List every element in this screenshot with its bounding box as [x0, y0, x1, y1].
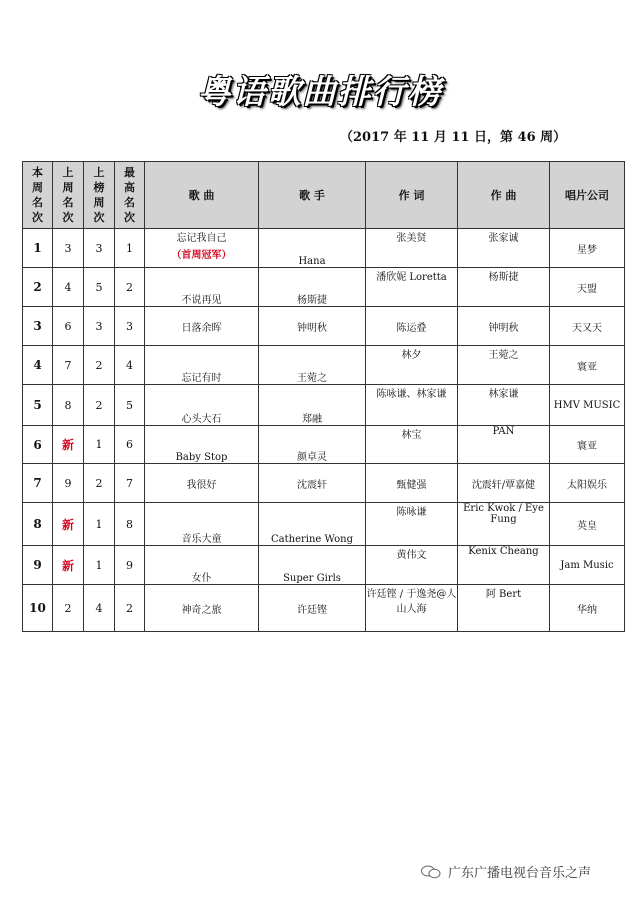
song-cell: 音乐大童: [145, 503, 259, 546]
rank-cell: 2: [23, 268, 53, 307]
composer-cell: 杨斯捷: [458, 268, 550, 307]
table-row: [23, 346, 625, 385]
footer-brand: [420, 862, 591, 881]
song-cell: Baby Stop: [145, 426, 259, 464]
composer-cell: 林家谦: [458, 385, 550, 426]
header-weeks-on-chart: 上 榜 周 次: [84, 162, 115, 229]
table-row: [23, 426, 625, 464]
rank-cell: 5: [23, 385, 53, 426]
table-row: [23, 546, 625, 585]
lyricist-cell: 林宝: [366, 426, 458, 464]
peak-cell: 3: [115, 307, 145, 346]
header-composer: 作 曲: [458, 162, 550, 229]
weeks-cell: 2: [84, 385, 115, 426]
singer-cell: 钟明秋: [259, 307, 366, 346]
peak-cell: 6: [115, 426, 145, 464]
ranking-table: [22, 161, 625, 632]
weeks-cell: 2: [84, 464, 115, 503]
rank-cell: 4: [23, 346, 53, 385]
last-week-cell: 3: [53, 229, 84, 268]
rank-cell: 6: [23, 426, 53, 464]
weeks-cell: 3: [84, 307, 115, 346]
singer-cell: 王菀之: [259, 346, 366, 385]
lyricist-cell: 林夕: [366, 346, 458, 385]
last-week-cell: 9: [53, 464, 84, 503]
header-lyricist: 作 词: [366, 162, 458, 229]
peak-cell: 9: [115, 546, 145, 585]
header-peak: 最 高 名 次: [115, 162, 145, 229]
singer-cell: 沈震轩: [259, 464, 366, 503]
weeks-cell: 1: [84, 426, 115, 464]
last-week-cell: 新: [53, 546, 84, 585]
singer-cell: Hana: [259, 229, 366, 268]
rank-cell: 9: [23, 546, 53, 585]
composer-cell: PAN: [458, 426, 550, 464]
chart-date: （2017 年 11 月 11 日，第 46 周）: [340, 130, 567, 145]
weeks-cell: 1: [84, 546, 115, 585]
weeks-cell: 3: [84, 229, 115, 268]
table-row: [23, 585, 625, 632]
label-cell: 寰亚: [550, 346, 625, 385]
chart-title: 粤语歌曲排行榜: [197, 72, 443, 111]
last-week-cell: 8: [53, 385, 84, 426]
header-label: 唱片公司: [550, 162, 625, 229]
last-week-cell: 2: [53, 585, 84, 632]
label-cell: 星梦: [550, 229, 625, 268]
last-week-cell: 新: [53, 426, 84, 464]
table-row: [23, 268, 625, 307]
wechat-icon: [420, 865, 442, 879]
peak-cell: 2: [115, 268, 145, 307]
weeks-cell: 4: [84, 585, 115, 632]
lyricist-cell: 陈运叠: [366, 307, 458, 346]
weeks-cell: 2: [84, 346, 115, 385]
label-cell: 天盟: [550, 268, 625, 307]
last-week-cell: 4: [53, 268, 84, 307]
composer-cell: Kenix Cheang: [458, 546, 550, 585]
singer-cell: 颜卓灵: [259, 426, 366, 464]
header-row: [23, 162, 625, 229]
rank-cell: 8: [23, 503, 53, 546]
singer-cell: Super Girls: [259, 546, 366, 585]
song-cell: 我很好: [145, 464, 259, 503]
lyricist-cell: 许廷铿 / 于逸尧@人山人海: [366, 585, 458, 632]
first-week-badge: （首周冠军）: [171, 250, 232, 261]
song-cell: 忘记我自己 （首周冠军）: [145, 229, 259, 268]
label-cell: 英皇: [550, 503, 625, 546]
singer-cell: 杨斯捷: [259, 268, 366, 307]
lyricist-cell: 陈咏谦、林家谦: [366, 385, 458, 426]
lyricist-cell: 陈咏谦: [366, 503, 458, 546]
rank-cell: 1: [23, 229, 53, 268]
table-row: [23, 503, 625, 546]
song-cell: 忘记有时: [145, 346, 259, 385]
header-this-week: 本 周 名 次: [23, 162, 53, 229]
table-row: [23, 385, 625, 426]
peak-cell: 7: [115, 464, 145, 503]
rank-cell: 3: [23, 307, 53, 346]
table-row: [23, 307, 625, 346]
song-cell: 心头大石: [145, 385, 259, 426]
singer-cell: 许廷铿: [259, 585, 366, 632]
peak-cell: 8: [115, 503, 145, 546]
header-singer: 歌 手: [259, 162, 366, 229]
label-cell: HMV MUSIC: [550, 385, 625, 426]
table-row: [23, 229, 625, 268]
peak-cell: 1: [115, 229, 145, 268]
label-cell: 天又天: [550, 307, 625, 346]
composer-cell: 王菀之: [458, 346, 550, 385]
song-cell: 不说再见: [145, 268, 259, 307]
label-cell: 寰亚: [550, 426, 625, 464]
composer-cell: 阿 Bert: [458, 585, 550, 632]
composer-cell: 钟明秋: [458, 307, 550, 346]
label-cell: 太阳娱乐: [550, 464, 625, 503]
peak-cell: 4: [115, 346, 145, 385]
weeks-cell: 1: [84, 503, 115, 546]
peak-cell: 2: [115, 585, 145, 632]
label-cell: Jam Music: [550, 546, 625, 585]
footer-text: 广东广播电视台音乐之声: [448, 866, 592, 881]
rank-cell: 10: [23, 585, 53, 632]
song-cell: 神奇之旅: [145, 585, 259, 632]
singer-cell: Catherine Wong: [259, 503, 366, 546]
singer-cell: 郑融: [259, 385, 366, 426]
lyricist-cell: 潘欣妮 Loretta: [366, 268, 458, 307]
last-week-cell: 6: [53, 307, 84, 346]
last-week-cell: 新: [53, 503, 84, 546]
table-row: [23, 464, 625, 503]
header-last-week: 上 周 名 次: [53, 162, 84, 229]
peak-cell: 5: [115, 385, 145, 426]
song-cell: 日落余晖: [145, 307, 259, 346]
composer-cell: Eric Kwok / Eye Fung: [458, 503, 550, 546]
composer-cell: 沈震轩/覃嘉健: [458, 464, 550, 503]
lyricist-cell: 甄健强: [366, 464, 458, 503]
lyricist-cell: 张美贤: [366, 229, 458, 268]
weeks-cell: 5: [84, 268, 115, 307]
rank-cell: 7: [23, 464, 53, 503]
lyricist-cell: 黄伟文: [366, 546, 458, 585]
composer-cell: 张家诚: [458, 229, 550, 268]
last-week-cell: 7: [53, 346, 84, 385]
label-cell: 华纳: [550, 585, 625, 632]
header-song: 歌 曲: [145, 162, 259, 229]
song-cell: 女仆: [145, 546, 259, 585]
